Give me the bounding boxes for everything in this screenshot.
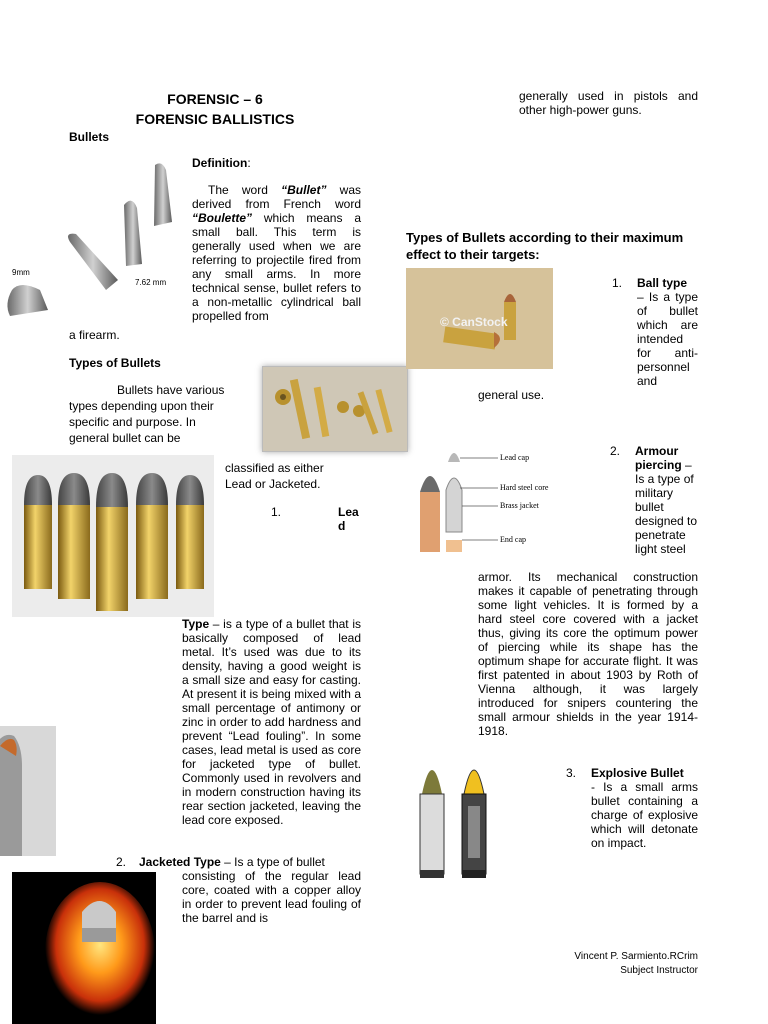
- jacketed-continuation: generally used in pistols and other high-power guns.: [519, 89, 698, 117]
- jacketed-first-line: Jacketed Type – Is a type of bullet: [139, 855, 325, 869]
- signature-role: Subject Instructor: [620, 965, 698, 976]
- cartridges-board-image: [262, 366, 408, 452]
- definition-end: a firearm.: [69, 328, 120, 342]
- effect-heading: Types of Bullets according to their maximum effect to their targets:: [406, 230, 684, 262]
- explosive-label: Explosive Bullet: [591, 766, 684, 780]
- ap-continuation: armor. Its mechanical construction makes it capable of penetrating through some light vehicles. It is formed by a hard steel core covered with a jacket thus, giving its core the optimum power of piercing while its shape has the optimum shape for accurate flight. It was first patented in about 1903 by Roth of Vienna although, it was largely introduced for snipers countering the small armour shields in the year 1914-1918.: [478, 570, 698, 738]
- label-9mm: 9mm: [12, 268, 30, 277]
- label-762mm: 7.62 mm: [135, 278, 167, 287]
- types-paragraph: Bullets have various types depending upon their specific and purpose. In general bullet can be: [69, 383, 225, 445]
- definition-label: Definition:: [192, 156, 251, 170]
- ball-end: general use.: [478, 388, 545, 402]
- lead-word-b: d: [338, 519, 346, 533]
- explosive-bullet-image: [416, 744, 494, 882]
- ap-paragraph: piercing – Is a type of military bullet designed to penetrate light steel: [635, 458, 698, 556]
- types-classified-line2: Lead or Jacketed.: [225, 477, 321, 491]
- label-end-cap: End cap: [500, 535, 526, 544]
- definition-paragraph: The word “Bullet” was derived from French word “Boulette” which means a small ball. This term is generally used when we are referring to projectile fired from any small arms. In more technical sense, bullet refers to a non-metallic cylindrical ball propelled from: [192, 183, 361, 323]
- ap-number: 2.: [610, 444, 621, 458]
- ap-label-a: Armour: [635, 444, 679, 458]
- label-brass-jacket: Brass jacket: [500, 501, 539, 510]
- types-classified-line1: classified as either: [225, 461, 324, 475]
- lead-number: 1.: [271, 505, 282, 519]
- page-title: FORENSIC – 6: [167, 91, 263, 107]
- ball-number: 1.: [612, 276, 623, 290]
- bullet-sizes-image: [0, 160, 185, 320]
- label-hard-steel-core: Hard steel core: [500, 483, 549, 492]
- ball-label: Ball type: [637, 276, 688, 290]
- lead-type-paragraph: Type – is a type of a bullet that is basically composed of lead metal. It’s used was due to its density, having a good weight is a small size and easy for casting. At present it is being mixed with a small percentage of antimony or zinc in order to add hardness and prevent “Lead fouling”. In some cases, lead metal is used as core for jacketed type of bullet. Commonly used in revolvers and in modern construction having its rear section jacketed, leaving the lead core exposed.: [182, 617, 361, 827]
- canstock-watermark: © CanStock: [440, 315, 508, 329]
- page-subtitle: FORENSIC BALLISTICS: [135, 111, 295, 127]
- lead-bullets-image: [12, 455, 214, 617]
- lead-word-a: Lea: [338, 505, 359, 519]
- jacketed-paragraph: consisting of the regular lead core, coated with a copper alloy in order to prevent lead fouling of the barrel and is: [182, 869, 361, 925]
- jacketed-number: 2.: [116, 855, 127, 869]
- explosive-number: 3.: [566, 766, 577, 780]
- types-heading: Types of Bullets: [69, 356, 161, 370]
- flaming-bullet-image: [12, 872, 156, 1024]
- ball-paragraph: – Is a type of bullet which are intended for anti-personnel and: [637, 290, 698, 388]
- signature-name: Vincent P. Sarmiento.RCrim: [574, 951, 698, 962]
- section-heading-bullets: Bullets: [69, 130, 110, 144]
- label-lead-cap: Lead cap: [500, 453, 530, 462]
- explosive-paragraph: - Is a small arms bullet containing a charge of explosive which will detonate on impact.: [591, 780, 698, 850]
- revolver-bullet-image: [0, 726, 56, 856]
- armour-piercing-diagram: [412, 440, 562, 555]
